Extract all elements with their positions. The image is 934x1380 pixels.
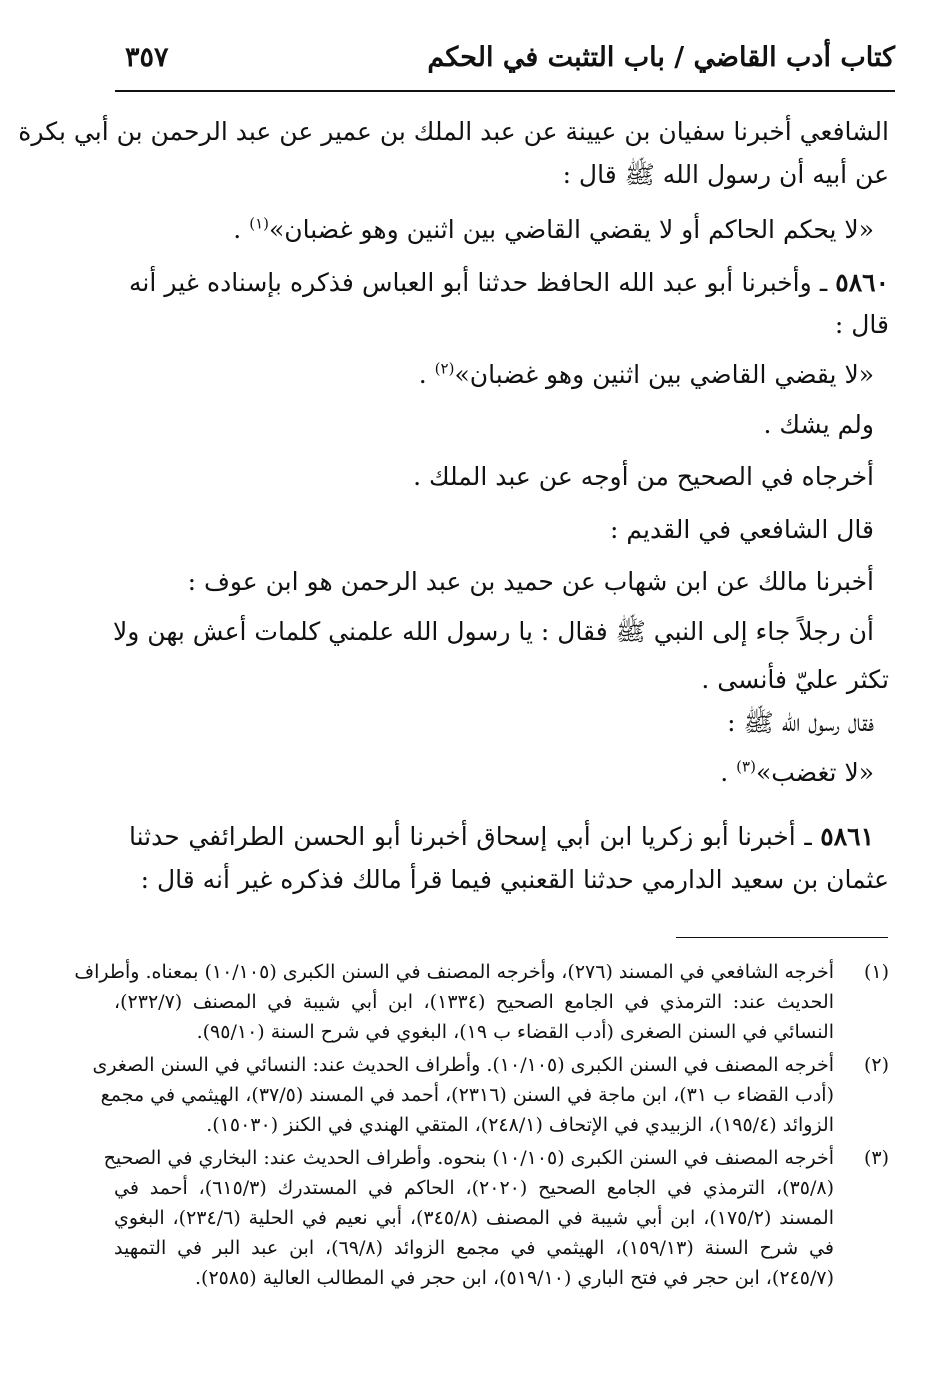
hadith-quote — [114, 753, 874, 793]
body-text: أن رجلاً جاء إلى النبي ﷺ فقال : يا رسول الله علمني كلمات أعش بهن ولا — [113, 617, 874, 646]
page-number: ٣٥٧ — [125, 42, 169, 73]
footnote-line: النسائي في السنن الصغرى (أدب القضاء ب ١٩)، البغوي في شرح السنة (٩٥/١٠). — [196, 1021, 834, 1043]
footnote-ref: (٢) — [434, 359, 455, 378]
footnote-line: (٣٥/٨)، الترمذي في الجامع الصحيح (٢٠٢٠)، الحاكم في المستدرك (٦١٥/٣)، أحمد في — [114, 1177, 834, 1199]
body-text: ـ وأخبرنا أبو عبد الله الحافظ حدثنا أبو العباس فذكره بإسناده غير أنه — [129, 268, 836, 297]
body-line — [18, 112, 889, 152]
footnote-line: في شرح السنة (١٥٩/١٣)، الهيثمي في مجمع الزوائد (٦٩/٨)، ابن عبد البر في التمهيد — [114, 1237, 834, 1259]
body-text: الشافعي أخبرنا سفيان بن عيينة عن عبد الملك بن عمير عن عبد الرحمن بن أبي بكرة — [18, 117, 889, 146]
body-line — [129, 860, 889, 900]
hadith-number: ٥٨٦١ — [820, 822, 874, 851]
running-header — [115, 38, 895, 92]
footnote-ref: (٣) — [736, 757, 756, 776]
footnote-separator — [676, 937, 888, 938]
body-line — [114, 457, 874, 497]
footnote-marker: (٣) — [863, 1147, 889, 1169]
punctuation: . — [418, 360, 435, 389]
footnote-1 — [74, 957, 889, 1052]
footnote-body — [92, 1050, 834, 1140]
body-text: فقال رسول الله ﷺ : — [727, 708, 874, 737]
body-text: قال : — [834, 310, 889, 339]
narration-line — [129, 263, 889, 303]
punctuation: . — [720, 758, 737, 787]
footnote-line: المسند (١٧٥/٢)، ابن أبي شيبة في المصنف (٣٤٥/٨)، أبي نعيم في الحلية (٢٣٤/٦)، البغوي — [114, 1207, 834, 1229]
footnote-line: أخرجه المصنف في السنن الكبرى (١٠/١٠٥) بنحوه. وأطراف الحديث عند: البخاري في الصحيح — [103, 1147, 834, 1169]
body-text: ـ أخبرنا أبو زكريا ابن أبي إسحاق أخبرنا أبو الحسن الطرائفي حدثنا — [129, 822, 821, 851]
body-line — [114, 405, 874, 445]
body-text: أخرجاه في الصحيح من أوجه عن عبد الملك . — [413, 462, 874, 491]
body-line — [114, 562, 874, 602]
footnote-line: أخرجه المصنف في السنن الكبرى (١٠/١٠٥). وأطراف الحديث عند: النسائي في السنن الصغرى — [92, 1054, 834, 1076]
hadith-quote — [114, 355, 874, 395]
body-text: عثمان بن سعيد الدارمي حدثنا القعنبي فيما قرأ مالك فذكره غير أنه قال : — [140, 865, 889, 894]
body-text: تكثر عليّ فأنسى . — [701, 665, 889, 694]
footnote-3 — [103, 1143, 889, 1298]
punctuation: . — [233, 215, 250, 244]
footnote-marker: (١) — [863, 961, 889, 983]
footnote-marker: (٢) — [863, 1054, 889, 1076]
footnote-line: (٢٤٥/٧)، ابن حجر في فتح الباري (٥١٩/١٠)، ابن حجر في المطالب العالية (٢٥٨٥). — [195, 1267, 834, 1289]
body-text: عن أبيه أن رسول الله ﷺ قال : — [562, 160, 889, 189]
body-line — [114, 703, 874, 743]
hadith-quote — [114, 210, 874, 250]
body-line — [129, 305, 889, 345]
quote-text: «لا تغضب» — [755, 758, 874, 787]
footnote-line: الزوائد (١٩٥/٤)، الزبيدي في الإتحاف (٢٤٨/١)، المتقي الهندي في الكنز (١٥٠٣٠). — [206, 1114, 834, 1136]
quote-text: «لا يحكم الحاكم أو لا يقضي القاضي بين اثنين وهو غضبان» — [268, 215, 874, 244]
body-text: قال الشافعي في القديم : — [610, 515, 874, 544]
footnote-line: (أدب القضاء ب ٣١)، ابن ماجة في السنن (٢٣١٦)، أحمد في المسند (٣٧/٥)، الهيثمي في مجمع — [100, 1084, 834, 1106]
footnote-line: أخرجه الشافعي في المسند (٢٧٦)، وأخرجه المصنف في السنن الكبرى (١٠/١٠٥) بمعناه. وأطراف — [74, 961, 834, 983]
body-line — [113, 612, 874, 652]
footnote-body — [74, 957, 834, 1047]
hadith-number: ٥٨٦٠ — [835, 268, 889, 297]
body-text: ولم يشك . — [763, 410, 874, 439]
running-title: كتاب أدب القاضي / باب التثبت في الحكم — [427, 42, 895, 73]
body-text: أخبرنا مالك عن ابن شهاب عن حميد بن عبد الرحمن هو ابن عوف : — [187, 567, 874, 596]
body-line — [129, 660, 889, 700]
footnote-2 — [92, 1050, 889, 1145]
quote-text: «لا يقضي القاضي بين اثنين وهو غضبان» — [454, 360, 874, 389]
footnote-body — [103, 1143, 834, 1293]
body-line — [129, 155, 889, 195]
narration-line — [129, 817, 874, 857]
footnote-line: الحديث عند: الترمذي في الجامع الصحيح (١٣٣٤)، ابن أبي شيبة في المصنف (٢٣٢/٧)، — [114, 991, 834, 1013]
footnote-ref: (١) — [249, 214, 269, 233]
body-line — [114, 510, 874, 550]
